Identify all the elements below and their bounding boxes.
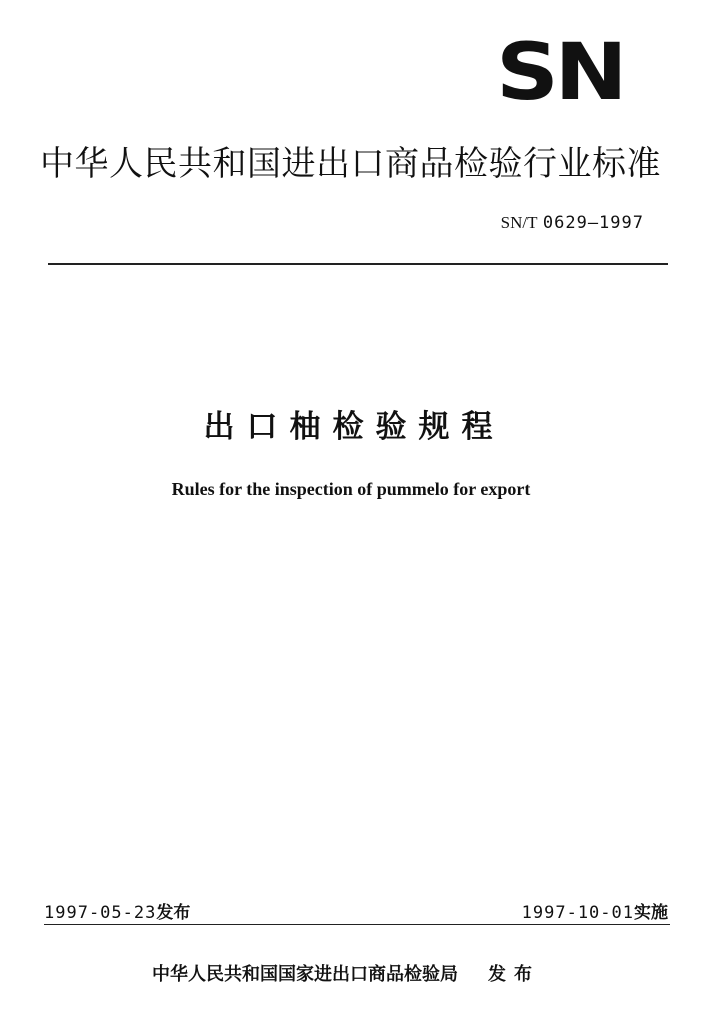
publisher-line: [152, 962, 540, 988]
standard-prefix: SN/T: [500, 213, 538, 232]
publisher-name: 中华人民共和国国家进出口商品检验局: [152, 964, 458, 985]
issue-date-value: 1997-05-23: [44, 903, 157, 923]
bottom-divider: [44, 924, 670, 925]
document-english-title: Rules for the inspection of pummelo for export: [171, 479, 531, 499]
standard-category-title: 中华人民共和国进出口商品检验行业标准: [40, 144, 661, 184]
standard-number: [501, 212, 644, 234]
sn-logo: SN: [496, 28, 624, 118]
implementation-date-value: 1997-10-01: [521, 903, 634, 923]
implementation-date-label: 实施: [634, 903, 668, 923]
document-title: 出口柚检验规程: [203, 409, 505, 445]
publisher-publish-label: 发布: [488, 964, 540, 985]
issue-date-label: 发布: [156, 903, 191, 923]
implementation-date: [522, 902, 668, 924]
issue-date: [44, 902, 190, 924]
top-divider: [48, 263, 668, 265]
standard-number-value: 0629—1997: [542, 213, 644, 233]
